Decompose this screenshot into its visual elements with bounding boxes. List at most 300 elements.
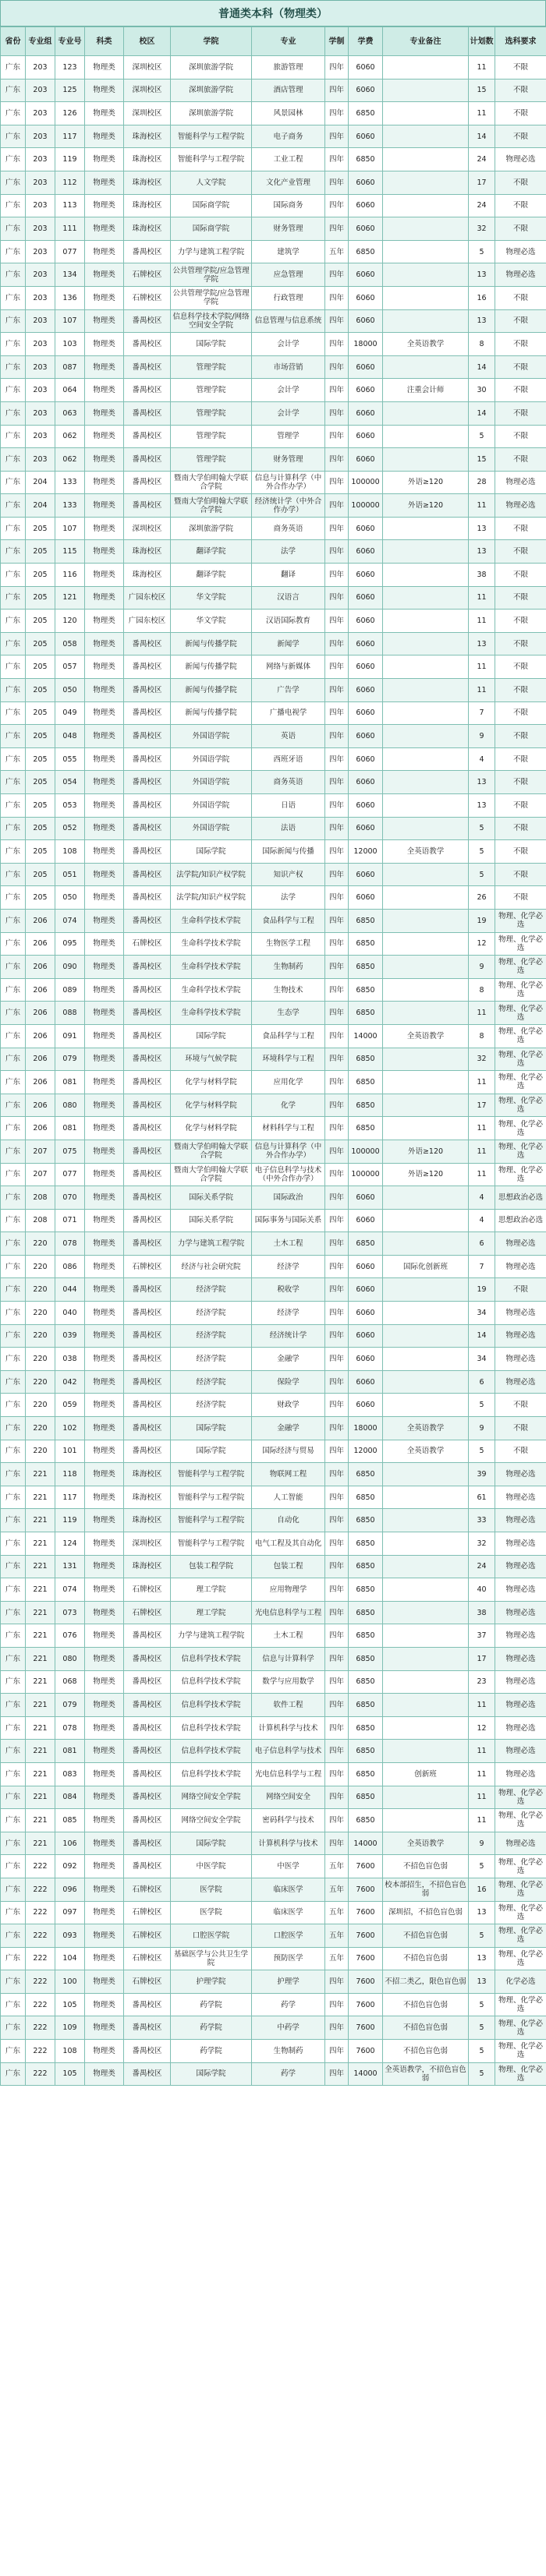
table-cell: 不限 <box>495 725 546 748</box>
table-cell: 经济学 <box>252 1302 325 1325</box>
table-row <box>1 817 546 840</box>
table-cell: 光电信息科学与工程 <box>252 1762 325 1786</box>
table-row <box>1 1486 546 1509</box>
table-row <box>1 1947 546 1970</box>
table-cell: 6060 <box>349 679 383 702</box>
table-cell: 广东 <box>1 1440 26 1463</box>
table-cell: 番禺校区 <box>124 655 171 679</box>
table-cell: 管理学院 <box>171 401 252 425</box>
table-cell: 物理类 <box>85 1417 124 1440</box>
table-cell: 113 <box>55 194 85 217</box>
table-row <box>1 771 546 794</box>
table-cell: 物理、化学必选 <box>495 1163 546 1186</box>
table-cell: 083 <box>55 1762 85 1786</box>
table-cell: 广东 <box>1 1024 26 1048</box>
table-cell: 广东 <box>1 217 26 241</box>
table-row <box>1 171 546 194</box>
table-cell: 物理必选 <box>495 1716 546 1740</box>
table-cell: 四年 <box>325 1809 349 1832</box>
table-cell: 番禺校区 <box>124 1624 171 1648</box>
table-cell: 物理类 <box>85 125 124 148</box>
table-cell: 人文学院 <box>171 171 252 194</box>
table-cell: 全英语教学 <box>383 840 469 864</box>
table-row <box>1 79 546 102</box>
table-row <box>1 1762 546 1786</box>
table-cell: 38 <box>469 1601 495 1624</box>
table-cell: 五年 <box>325 1947 349 1970</box>
table-row <box>1 1716 546 1740</box>
table-row <box>1 2016 546 2040</box>
table-cell: 11 <box>469 494 495 518</box>
table-cell: 5 <box>469 425 495 448</box>
table-cell: 物理类 <box>85 56 124 80</box>
table-cell: 广东 <box>1 1647 26 1670</box>
table-row <box>1 679 546 702</box>
table-row <box>1 1578 546 1602</box>
table-cell <box>383 1094 469 1117</box>
column-header: 选科要求 <box>495 27 546 56</box>
table-cell: 理工学院 <box>171 1578 252 1602</box>
table-cell: 6850 <box>349 1647 383 1670</box>
table-cell: 6850 <box>349 978 383 1002</box>
table-cell: 205 <box>26 610 55 633</box>
table-cell: 外语≥120 <box>383 1163 469 1186</box>
table-cell: 7600 <box>349 1878 383 1901</box>
table-cell: 珠海校区 <box>124 564 171 587</box>
table-cell: 国际学院 <box>171 840 252 864</box>
table-cell: 8 <box>469 333 495 356</box>
table-cell: 环境科学与工程 <box>252 1048 325 1071</box>
table-cell: 074 <box>55 909 85 932</box>
table-cell: 222 <box>26 2062 55 2086</box>
table-cell: 广东 <box>1 494 26 518</box>
table-cell: 国际学院 <box>171 1417 252 1440</box>
table-cell: 不招色盲色弱 <box>383 2016 469 2040</box>
table-cell <box>383 1117 469 1140</box>
table-cell: 不招色盲色弱 <box>383 1947 469 1970</box>
table-cell: 057 <box>55 655 85 679</box>
table-cell: 203 <box>26 125 55 148</box>
table-row <box>1 1901 546 1924</box>
table-cell: 物理必选 <box>495 1324 546 1348</box>
table-cell: 物理类 <box>85 956 124 979</box>
table-cell: 番禺校区 <box>124 1740 171 1763</box>
table-cell: 广东 <box>1 2062 26 2086</box>
table-cell: 四年 <box>325 1509 349 1532</box>
table-cell: 086 <box>55 1255 85 1278</box>
table-cell: 不限 <box>495 1417 546 1440</box>
table-cell: 126 <box>55 102 85 125</box>
table-cell: 075 <box>55 1140 85 1163</box>
table-cell: 四年 <box>325 794 349 818</box>
table-cell: 物理类 <box>85 1670 124 1694</box>
table-row <box>1 1278 546 1302</box>
table-cell: 205 <box>26 586 55 610</box>
table-cell: 石牌校区 <box>124 932 171 956</box>
table-cell: 11 <box>469 1163 495 1186</box>
table-cell: 34 <box>469 1302 495 1325</box>
table-cell: 石牌校区 <box>124 1924 171 1948</box>
table-cell <box>383 1532 469 1556</box>
table-cell: 四年 <box>325 1993 349 2016</box>
table-cell: 6060 <box>349 1348 383 1371</box>
table-cell <box>383 1370 469 1394</box>
table-cell: 物理类 <box>85 1370 124 1394</box>
table-cell <box>383 932 469 956</box>
table-cell: 国际学院 <box>171 333 252 356</box>
table-row <box>1 747 546 771</box>
table-cell: 14000 <box>349 1832 383 1855</box>
table-cell: 物理类 <box>85 1601 124 1624</box>
table-cell: 6060 <box>349 1278 383 1302</box>
table-cell: 广东 <box>1 1993 26 2016</box>
table-cell: 番禺校区 <box>124 840 171 864</box>
table-cell <box>383 725 469 748</box>
table-cell: 广告学 <box>252 679 325 702</box>
table-cell: 203 <box>26 448 55 472</box>
table-cell: 13 <box>469 632 495 655</box>
column-header: 专业备注 <box>383 27 469 56</box>
table-cell: 深圳校区 <box>124 1532 171 1556</box>
table-cell: 123 <box>55 56 85 80</box>
table-cell: 包装工程学院 <box>171 1555 252 1578</box>
table-cell: 124 <box>55 1532 85 1556</box>
table-cell: 广东 <box>1 725 26 748</box>
table-cell: 四年 <box>325 79 349 102</box>
table-cell: 108 <box>55 2040 85 2063</box>
table-cell: 番禺校区 <box>124 1278 171 1302</box>
table-cell: 暨南大学伯明翰大学联合学院 <box>171 494 252 518</box>
table-cell: 番禺校区 <box>124 1394 171 1417</box>
table-row <box>1 794 546 818</box>
table-cell: 五年 <box>325 240 349 263</box>
table-cell: 物理类 <box>85 1532 124 1556</box>
table-row <box>1 471 546 494</box>
table-cell: 四年 <box>325 309 349 333</box>
table-row <box>1 1832 546 1855</box>
table-cell: 221 <box>26 1670 55 1694</box>
table-cell: 物理必选 <box>495 494 546 518</box>
table-cell: 6 <box>469 1232 495 1256</box>
table-cell <box>383 1509 469 1532</box>
table-cell: 临床医学 <box>252 1901 325 1924</box>
table-cell: 206 <box>26 1094 55 1117</box>
table-cell: 广东 <box>1 1532 26 1556</box>
table-cell: 四年 <box>325 655 349 679</box>
table-cell: 广东 <box>1 817 26 840</box>
table-cell: 注重会计师 <box>383 379 469 402</box>
table-cell: 物理必选 <box>495 148 546 171</box>
table-cell: 8 <box>469 978 495 1002</box>
table-cell: 番禺校区 <box>124 2062 171 2086</box>
table-cell: 040 <box>55 1302 85 1325</box>
table-cell: 新闻学 <box>252 632 325 655</box>
table-cell: 044 <box>55 1278 85 1302</box>
table-row <box>1 1417 546 1440</box>
table-row <box>1 1302 546 1325</box>
table-cell: 广东 <box>1 1348 26 1371</box>
table-cell: 9 <box>469 1832 495 1855</box>
table-cell: 6060 <box>349 194 383 217</box>
table-cell: 汉语国际教育 <box>252 610 325 633</box>
table-cell <box>383 1348 469 1371</box>
table-cell: 番禺校区 <box>124 1786 171 1809</box>
table-cell: 深圳旅游学院 <box>171 56 252 80</box>
table-cell: 物理、化学必选 <box>495 909 546 932</box>
table-cell: 205 <box>26 632 55 655</box>
table-cell: 222 <box>26 1855 55 1878</box>
table-cell: 093 <box>55 1924 85 1948</box>
table-cell: 物理类 <box>85 886 124 910</box>
table-cell: 6060 <box>349 794 383 818</box>
table-cell: 番禺校区 <box>124 1048 171 1071</box>
table-cell: 四年 <box>325 1232 349 1256</box>
table-cell: 风景园林 <box>252 102 325 125</box>
table-cell: 055 <box>55 747 85 771</box>
table-cell: 新闻与传播学院 <box>171 655 252 679</box>
table-cell: 番禺校区 <box>124 425 171 448</box>
table-cell: 四年 <box>325 1486 349 1509</box>
table-cell <box>383 401 469 425</box>
table-row <box>1 1232 546 1256</box>
table-cell: 四年 <box>325 171 349 194</box>
table-cell: 206 <box>26 1117 55 1140</box>
table-cell: 5 <box>469 2062 495 2086</box>
table-cell: 材料科学与工程 <box>252 1117 325 1140</box>
table-cell <box>383 1486 469 1509</box>
table-cell: 206 <box>26 1024 55 1048</box>
table-cell: 054 <box>55 771 85 794</box>
table-cell: 物理类 <box>85 1186 124 1210</box>
table-cell: 信息科学技术学院/网络空间安全学院 <box>171 309 252 333</box>
table-cell: 物理、化学必选 <box>495 1924 546 1948</box>
table-cell: 广东 <box>1 956 26 979</box>
table-cell: 番禺校区 <box>124 771 171 794</box>
table-cell: 生命科学技术学院 <box>171 956 252 979</box>
table-cell: 205 <box>26 725 55 748</box>
table-cell: 32 <box>469 217 495 241</box>
table-cell: 6850 <box>349 1555 383 1578</box>
table-row <box>1 240 546 263</box>
table-cell: 广东 <box>1 1324 26 1348</box>
table-cell: 208 <box>26 1209 55 1232</box>
table-cell: 国际学院 <box>171 1832 252 1855</box>
table-cell <box>383 1786 469 1809</box>
table-cell: 广东 <box>1 1947 26 1970</box>
table-cell: 番禺校区 <box>124 1117 171 1140</box>
table-cell: 国际关系学院 <box>171 1209 252 1232</box>
table-cell: 番禺校区 <box>124 679 171 702</box>
table-cell: 物理类 <box>85 1647 124 1670</box>
table-cell: 222 <box>26 1993 55 2016</box>
table-cell: 071 <box>55 1209 85 1232</box>
table-cell: 番禺校区 <box>124 1993 171 2016</box>
table-cell: 不限 <box>495 701 546 725</box>
table-cell: 四年 <box>325 355 349 379</box>
table-cell: 物理类 <box>85 632 124 655</box>
table-cell <box>383 794 469 818</box>
table-cell: 14 <box>469 355 495 379</box>
table-cell: 广东 <box>1 79 26 102</box>
table-cell <box>383 540 469 564</box>
table-cell: 221 <box>26 1740 55 1763</box>
table-cell: 四年 <box>325 1716 349 1740</box>
table-row <box>1 586 546 610</box>
table-row <box>1 909 546 932</box>
table-cell: 6060 <box>349 309 383 333</box>
table-cell: 经济学院 <box>171 1348 252 1371</box>
table-cell: 7 <box>469 1255 495 1278</box>
table-cell: 网络空间安全学院 <box>171 1786 252 1809</box>
column-header: 专业 <box>252 27 325 56</box>
table-cell: 080 <box>55 1647 85 1670</box>
column-header: 学费 <box>349 27 383 56</box>
table-cell: 生态学 <box>252 1002 325 1025</box>
table-cell: 不限 <box>495 355 546 379</box>
table-cell: 不限 <box>495 217 546 241</box>
table-cell: 应用化学 <box>252 1071 325 1094</box>
table-cell: 6060 <box>349 540 383 564</box>
table-cell: 物理类 <box>85 425 124 448</box>
table-cell: 新闻与传播学院 <box>171 632 252 655</box>
table-cell: 广东 <box>1 886 26 910</box>
table-row <box>1 148 546 171</box>
table-cell: 221 <box>26 1716 55 1740</box>
table-cell: 广东 <box>1 1417 26 1440</box>
table-cell: 物理类 <box>85 655 124 679</box>
table-cell: 203 <box>26 102 55 125</box>
table-cell: 220 <box>26 1417 55 1440</box>
table-cell: 不限 <box>495 309 546 333</box>
table-cell: 物理必选 <box>495 1370 546 1394</box>
table-cell: 四年 <box>325 679 349 702</box>
table-cell: 力学与建筑工程学院 <box>171 240 252 263</box>
table-cell: 物理必选 <box>495 1255 546 1278</box>
table-cell: 120 <box>55 610 85 633</box>
table-cell: 物理类 <box>85 679 124 702</box>
table-cell: 物理类 <box>85 909 124 932</box>
table-cell: 24 <box>469 148 495 171</box>
table-cell: 中医学 <box>252 1855 325 1878</box>
table-cell: 6060 <box>349 655 383 679</box>
table-cell: 133 <box>55 471 85 494</box>
table-cell: 广东 <box>1 1163 26 1186</box>
table-cell: 物理类 <box>85 840 124 864</box>
table-cell: 221 <box>26 1463 55 1486</box>
table-cell: 文化产业管理 <box>252 171 325 194</box>
table-cell: 5 <box>469 1993 495 2016</box>
table-cell: 物理必选 <box>495 471 546 494</box>
table-cell <box>383 586 469 610</box>
table-cell: 不限 <box>495 517 546 540</box>
table-cell: 221 <box>26 1486 55 1509</box>
table-row <box>1 286 546 309</box>
table-cell: 药学 <box>252 1993 325 2016</box>
table-cell: 6850 <box>349 1094 383 1117</box>
table-cell: 不限 <box>495 56 546 80</box>
table-cell: 11 <box>469 586 495 610</box>
table-cell: 经济学院 <box>171 1302 252 1325</box>
table-cell: 物理类 <box>85 1970 124 1994</box>
table-cell: 222 <box>26 1901 55 1924</box>
table-cell: 自动化 <box>252 1509 325 1532</box>
table-cell: 四年 <box>325 771 349 794</box>
table-row <box>1 309 546 333</box>
table-cell: 外国语学院 <box>171 747 252 771</box>
table-cell: 物理类 <box>85 1048 124 1071</box>
table-cell: 6060 <box>349 564 383 587</box>
table-cell: 38 <box>469 564 495 587</box>
table-cell: 番禺校区 <box>124 1302 171 1325</box>
table-cell: 生物技术 <box>252 978 325 1002</box>
table-cell: 物理必选 <box>495 1555 546 1578</box>
table-cell: 物理类 <box>85 1694 124 1717</box>
table-cell: 203 <box>26 333 55 356</box>
table-cell: 全英语教学 <box>383 1417 469 1440</box>
table-row <box>1 610 546 633</box>
table-cell: 珠海校区 <box>124 540 171 564</box>
table-header-row <box>1 27 546 56</box>
table-cell: 信息科学技术学院 <box>171 1762 252 1786</box>
table-cell: 四年 <box>325 863 349 886</box>
table-cell: 西班牙语 <box>252 747 325 771</box>
table-cell: 不限 <box>495 747 546 771</box>
table-cell: 13 <box>469 517 495 540</box>
table-cell: 221 <box>26 1786 55 1809</box>
table-cell: 广东 <box>1 56 26 80</box>
table-cell: 四年 <box>325 540 349 564</box>
table-cell: 物理、化学必选 <box>495 1901 546 1924</box>
table-cell: 食品科学与工程 <box>252 909 325 932</box>
table-cell: 生命科学技术学院 <box>171 909 252 932</box>
table-cell: 广东 <box>1 1555 26 1578</box>
table-cell: 19 <box>469 1278 495 1302</box>
table-cell: 221 <box>26 1578 55 1602</box>
table-cell: 6060 <box>349 632 383 655</box>
table-cell: 6060 <box>349 379 383 402</box>
table-cell: 五年 <box>325 1924 349 1948</box>
table-cell: 番禺校区 <box>124 494 171 518</box>
table-cell: 石牌校区 <box>124 263 171 287</box>
table-cell: 6060 <box>349 1324 383 1348</box>
table-cell: 205 <box>26 655 55 679</box>
table-cell: 珠海校区 <box>124 171 171 194</box>
table-cell: 广东 <box>1 1878 26 1901</box>
table-cell: 广园东校区 <box>124 610 171 633</box>
table-cell: 物理类 <box>85 1901 124 1924</box>
table-cell: 11 <box>469 1117 495 1140</box>
table-cell: 四年 <box>325 1209 349 1232</box>
table-cell: 050 <box>55 886 85 910</box>
table-row <box>1 1924 546 1948</box>
table-cell: 8 <box>469 1024 495 1048</box>
table-cell: 物理、化学必选 <box>495 978 546 1002</box>
table-cell: 四年 <box>325 610 349 633</box>
table-cell: 外语≥120 <box>383 494 469 518</box>
table-cell <box>383 79 469 102</box>
table-cell: 保险学 <box>252 1370 325 1394</box>
table-cell: 物理类 <box>85 286 124 309</box>
table-cell: 6060 <box>349 217 383 241</box>
table-cell: 珠海校区 <box>124 194 171 217</box>
table-cell: 17 <box>469 1094 495 1117</box>
table-cell: 5 <box>469 240 495 263</box>
table-cell: 电气工程及其自动化 <box>252 1532 325 1556</box>
table-cell: 203 <box>26 379 55 402</box>
table-cell: 物理、化学必选 <box>495 1855 546 1878</box>
table-cell: 222 <box>26 1878 55 1901</box>
table-cell: 不招二类乙，限色盲色弱 <box>383 1970 469 1994</box>
